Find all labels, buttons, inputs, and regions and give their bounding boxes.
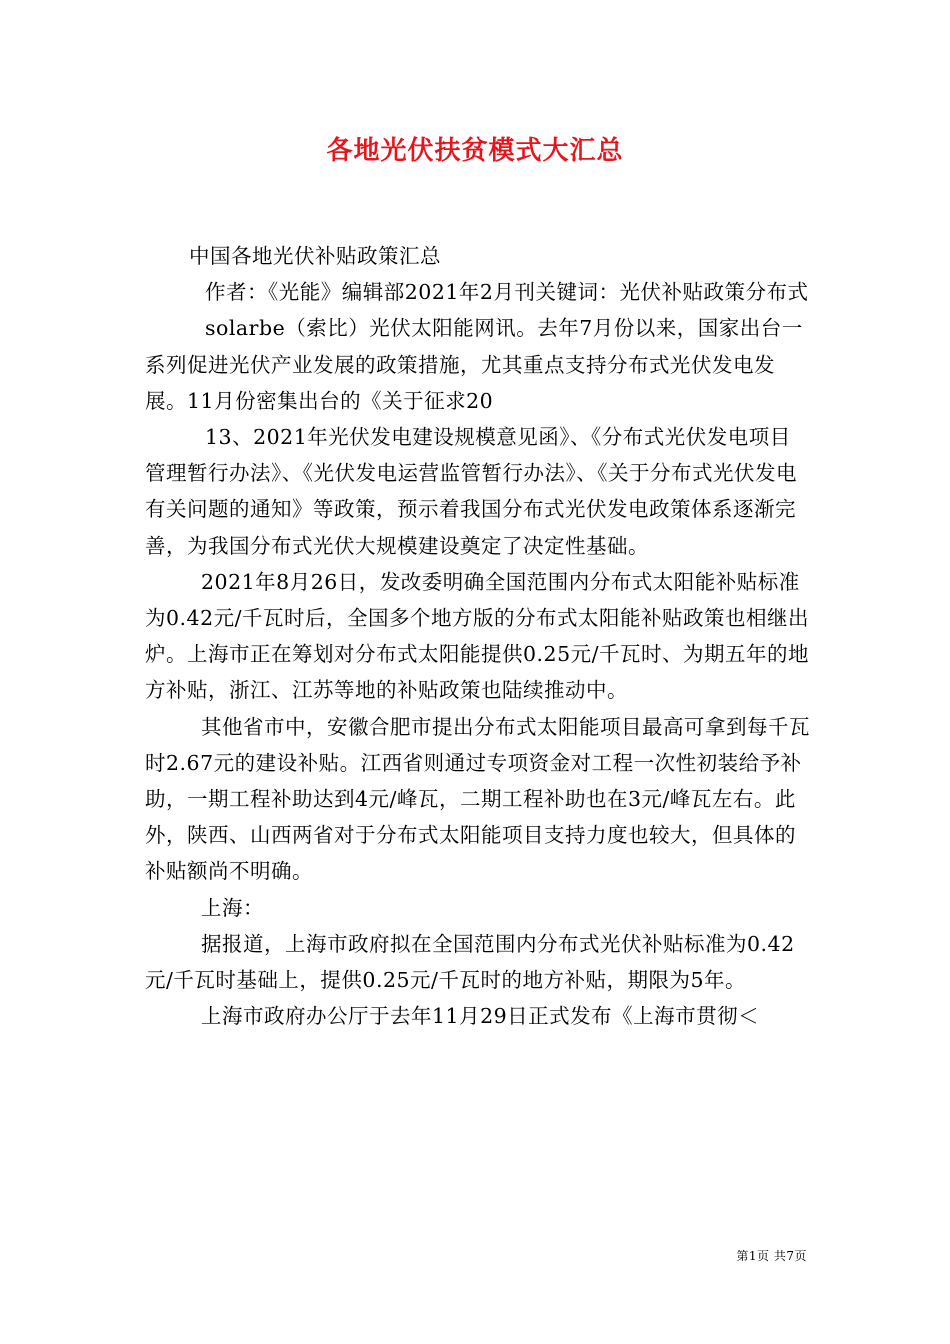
document-title: 各地光伏扶贫模式大汇总	[326, 136, 624, 166]
paragraph-shanghai-report: 据报道，上海市政府拟在全国范围内分布式光伏补贴标准为0.42元/千瓦时基础上，提供0.25元/千瓦时的地方补贴，期限为5年。	[145, 931, 795, 993]
paragraph-policies: 13、2021年光伏发电建设规模意见函》、《分布式光伏发电项目管理暂行办法》、《光伏发电运营监管暂行办法》、《关于分布式光伏发电有关问题的通知》等政策，预示着我国分布式光伏发电政策体系逐渐完善，为我国分布式光伏大规模建设奠定了决定性基础。	[145, 425, 797, 558]
paragraph-intro: solarbe（索比）光伏太阳能网讯。去年7月份以来，国家出台一系列促进光伏产业发展的政策措施，尤其重点支持分布式光伏发电发展。11月份密集出台的《关于征求20	[145, 316, 803, 413]
paragraph-shanghai-heading: 上海：	[201, 895, 264, 920]
paragraph-other-provinces: 其他省市中，安徽合肥市提出分布式太阳能项目最高可拿到每千瓦时2.67元的建设补贴。江西省则通过专项资金对工程一次性初装给予补助，一期工程补助达到4元/峰瓦，二期工程补助也在3元/峰瓦左右。此外，陕西、山西两省对于分布式太阳能项目支持力度也较大，但具体的补贴额尚不明确。	[145, 714, 810, 884]
page-number-footer: 第1页 共7页	[736, 1249, 807, 1263]
document-body	[145, 238, 810, 1034]
paragraph-shanghai-office: 上海市政府办公厅于去年11月29日正式发布《上海市贯彻＜	[201, 1004, 760, 1029]
paragraph-subsidy-standard: 2021年8月26日，发改委明确全国范围内分布式太阳能补贴标准为0.42元/千瓦时后，全国多个地方版的分布式太阳能补贴政策也相继出炉。上海市正在筹划对分布式太阳能提供0.25元/千瓦时、为期五年的地方补贴，浙江、江苏等地的补贴政策也陆续推动中。	[145, 569, 810, 703]
paragraph-subtitle: 中国各地光伏补贴政策汇总	[189, 244, 441, 268]
paragraph-author: 作者：《光能》编辑部2021年2月刊关键词：光伏补贴政策分布式	[205, 280, 809, 305]
